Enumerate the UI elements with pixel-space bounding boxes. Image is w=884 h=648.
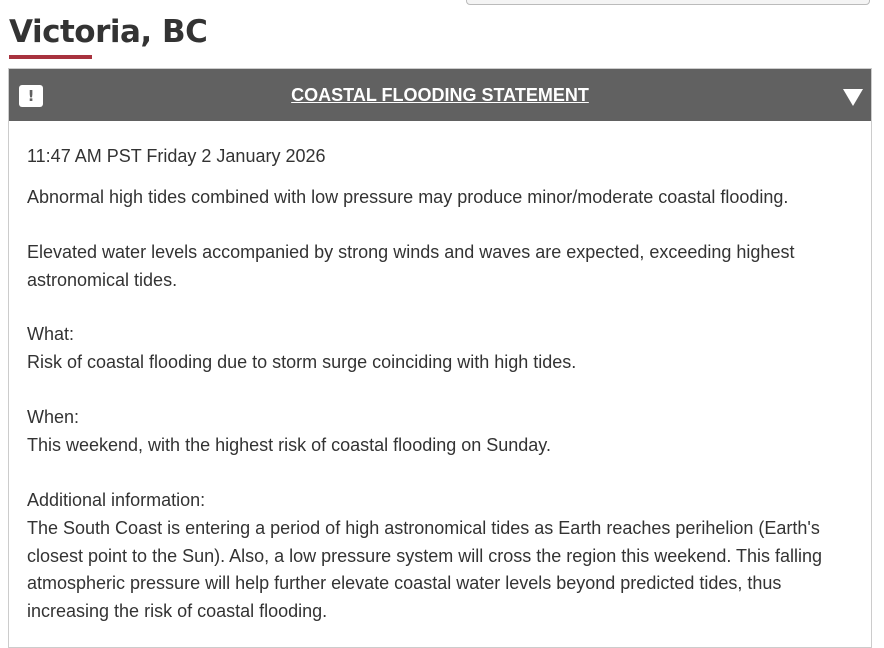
issued-timestamp: 11:47 AM PST Friday 2 January 2026: [27, 146, 326, 166]
title-underline: [9, 55, 92, 59]
what-heading: What:: [27, 324, 75, 344]
top-panel-edge: [466, 0, 870, 5]
additional-info-heading: Additional information:: [27, 490, 206, 510]
what-text: Risk of coastal flooding due to storm surge coinciding with high tides.: [27, 352, 577, 372]
additional-info-text: The South Coast is entering a period of high astronomical tides as Earth reaches perihelion (Earth's closest point to the Sun). Also, a low pressure system will cross the region this weekend. This falling atmospheric pressure will help further elevate coastal water levels beyond predicted tides, thus increasing the risk of coastal flooding.: [27, 518, 823, 621]
chevron-down-icon[interactable]: [843, 89, 863, 106]
alert-title-link[interactable]: COASTAL FLOODING STATEMENT: [291, 85, 589, 105]
alert-details: Elevated water levels accompanied by strong winds and waves are expected, exceeding highest astronomical tides.: [27, 242, 795, 290]
alert-summary: Abnormal high tides combined with low pressure may produce minor/moderate coastal flooding.: [27, 187, 789, 207]
alert-header[interactable]: [9, 69, 871, 121]
alert-panel: [8, 68, 872, 648]
page-title: Victoria, BC: [9, 14, 208, 50]
when-text: This weekend, with the highest risk of coastal flooding on Sunday.: [27, 435, 551, 455]
when-heading: When:: [27, 407, 80, 427]
exclamation-icon: !: [19, 85, 43, 107]
